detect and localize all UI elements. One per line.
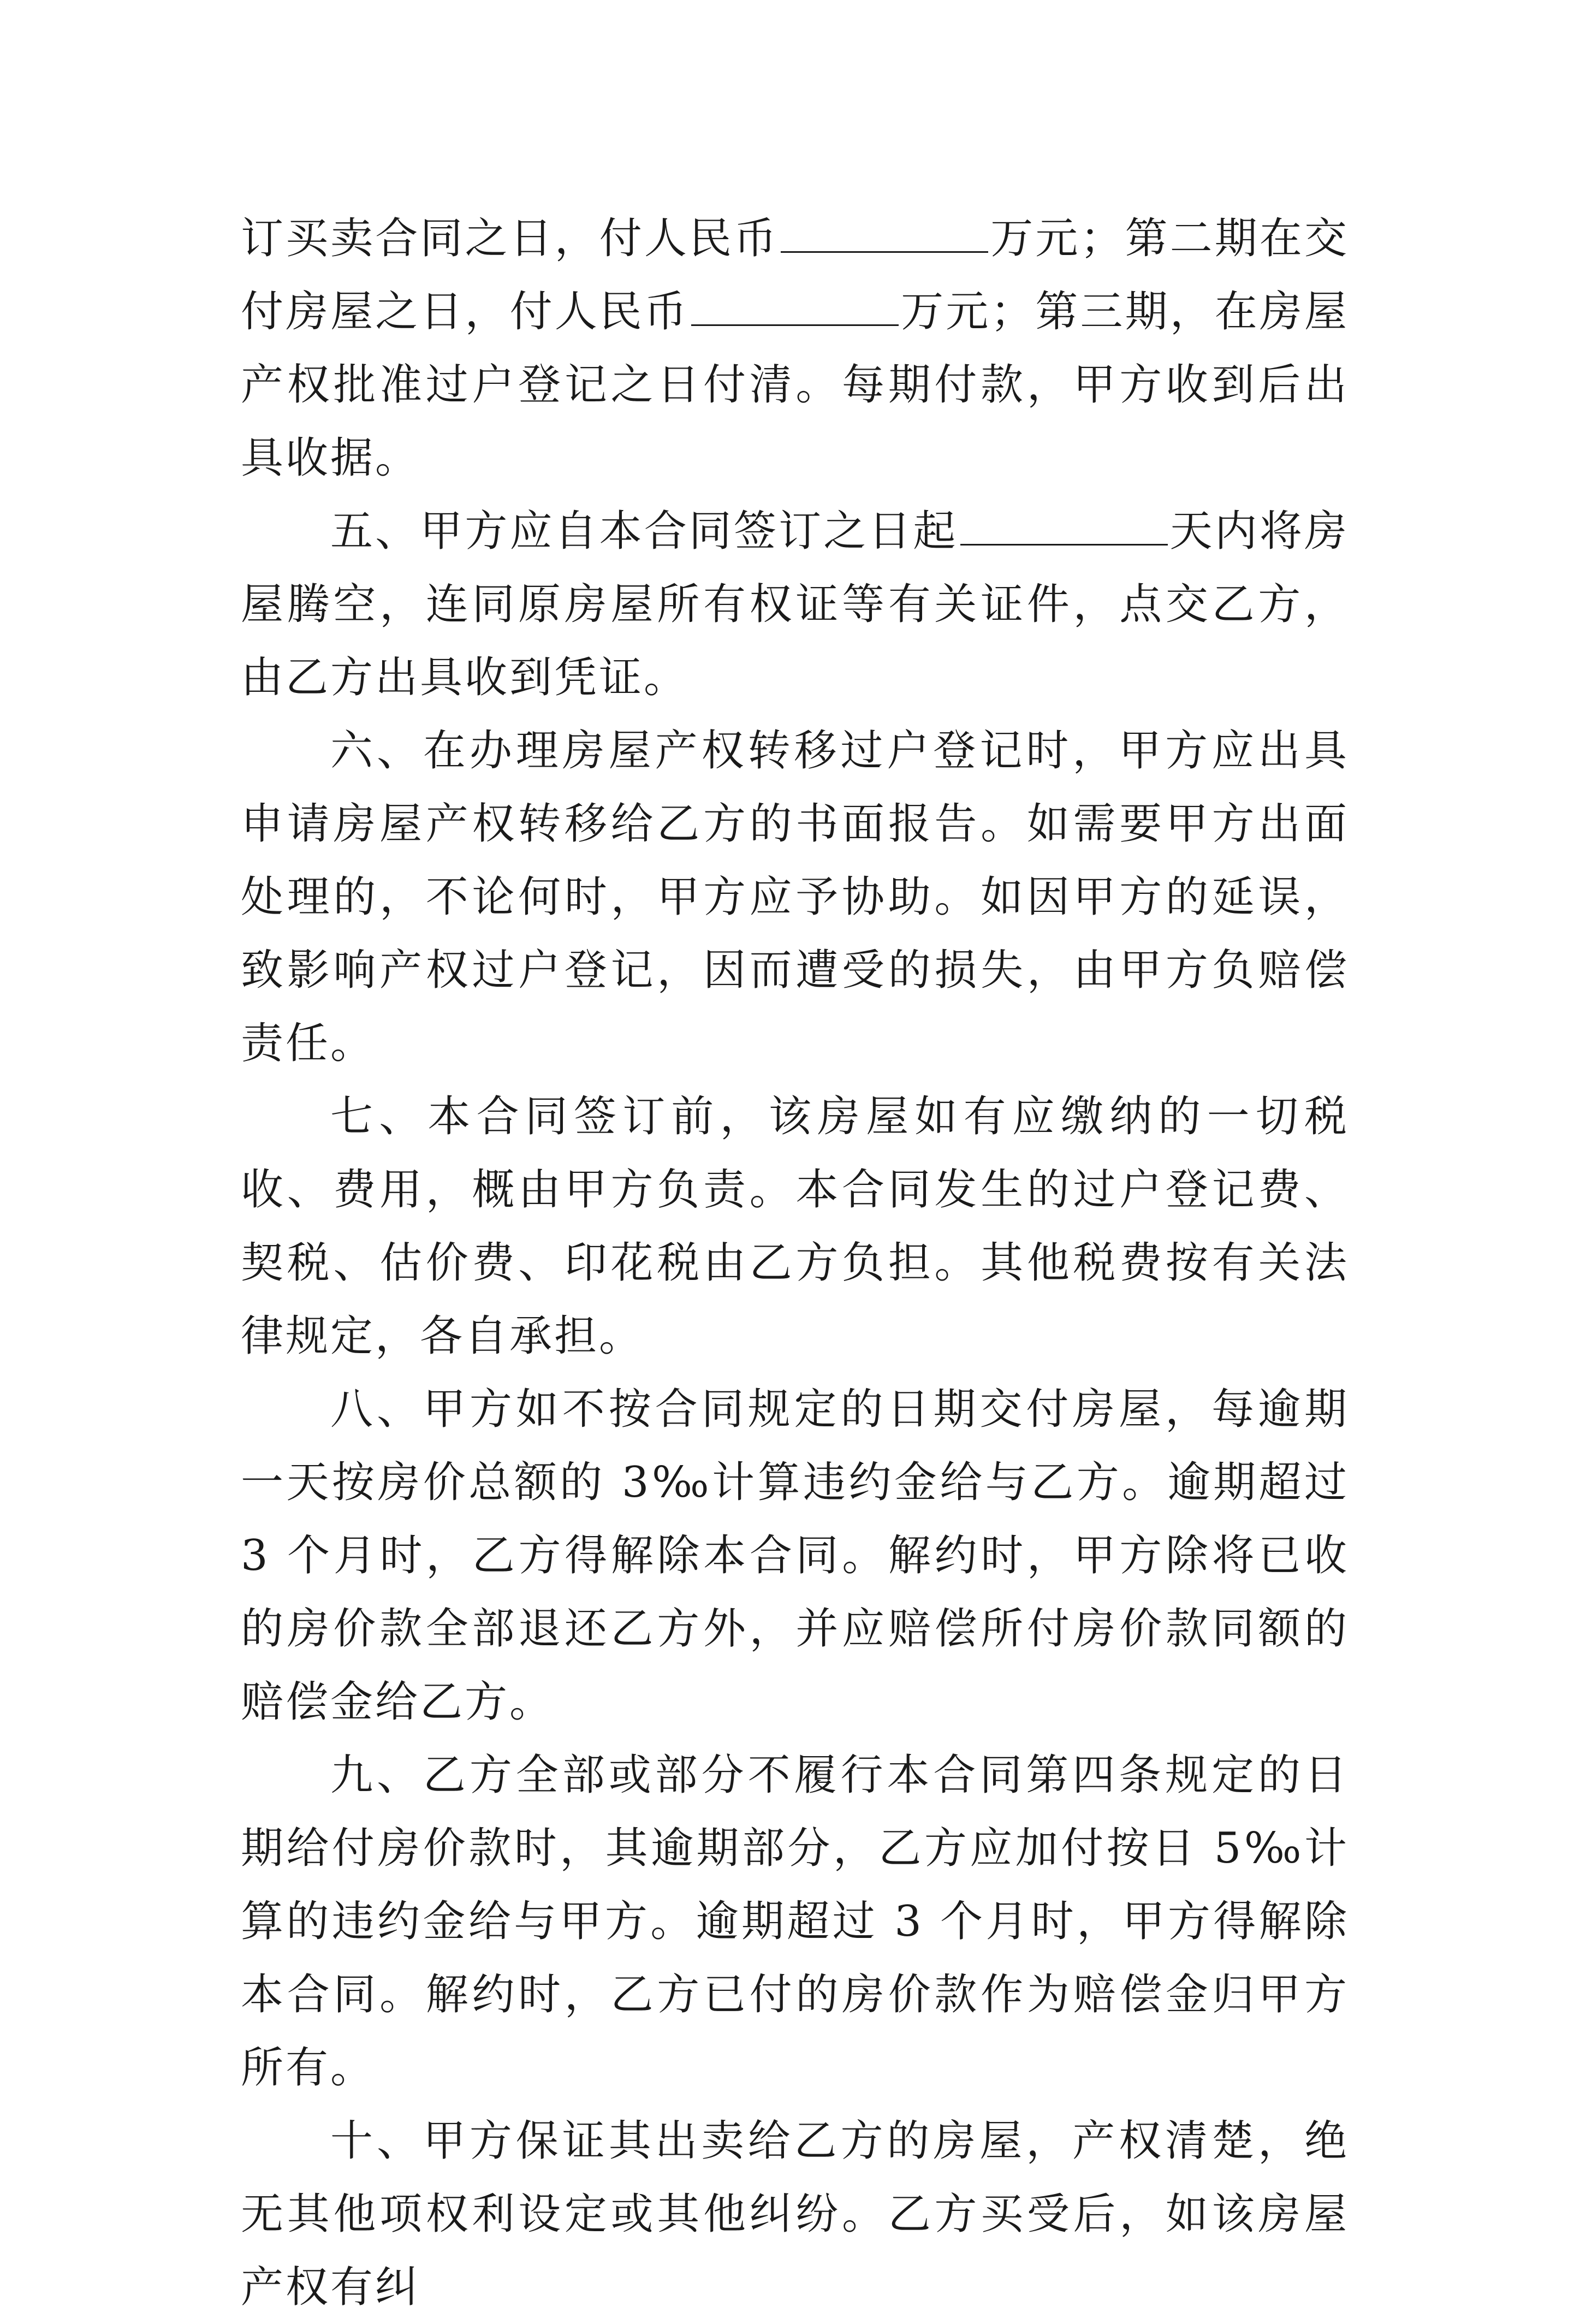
fill-in-blank bbox=[960, 509, 1168, 546]
paragraph-9: 九、乙方全部或部分不履行本合同第四条规定的日期给付房价款时，其逾期部分，乙方应加付按日 5‰计算的违约金给与甲方。逾期超过 3 个月时，甲方得解除本合同。解约时，乙方已付的房价款作为赔偿金归甲方所有。 bbox=[241, 1751, 1349, 2092]
fill-in-blank bbox=[781, 216, 988, 253]
paragraph-6: 六、在办理房屋产权转移过户登记时，甲方应出具申请房屋产权转移给乙方的书面报告。如需要甲方出面处理的，不论何时，甲方应予协助。如因甲方的延误，致影响产权过户登记，因而遭受的损失，由甲方负赔偿责任。 bbox=[241, 726, 1349, 1068]
paragraph-10: 十、甲方保证其出卖给乙方的房屋，产权清楚，绝无其他项权利设定或其他纠纷。乙方买受后，如该房屋产权有纠 bbox=[241, 2116, 1349, 2312]
text-segment: 万元；第三期，在房屋产权批准过户登记之日付清。每期付款，甲方收到后出具收据。 bbox=[241, 287, 1349, 483]
paragraph-5 bbox=[241, 495, 1349, 714]
paragraph-7: 七、本合同签订前，该房屋如有应缴纳的一切税收、费用，概由甲方负责。本合同发生的过户登记费、契税、估价费、印花税由乙方负担。其他税费按有关法律规定，各自承担。 bbox=[241, 1092, 1349, 1361]
text-segment: 万元；第二期在交付房屋之日，付人民币 bbox=[241, 214, 1349, 336]
text-segment: 订买卖合同之日，付人民币 bbox=[241, 214, 779, 263]
paragraph-8: 八、甲方如不按合同规定的日期交付房屋，每逾期一天按房价总额的 3‰计算违约金给与乙方。逾期超过 3 个月时，乙方得解除本合同。解约时，甲方除将已收的房价款全部退还乙方外，并应赔偿所付房价款同额的赔偿金给乙方。 bbox=[241, 1385, 1349, 1727]
text-segment: 天内将房屋腾空，连同原房屋所有权证等有关证件，点交乙方，由乙方出具收到凭证。 bbox=[241, 507, 1349, 702]
fill-in-blank bbox=[691, 289, 899, 326]
paragraph-4-continuation bbox=[241, 202, 1349, 495]
text-segment: 五、甲方应自本合同签订之日起 bbox=[330, 507, 958, 556]
contract-body bbox=[241, 202, 1349, 2324]
